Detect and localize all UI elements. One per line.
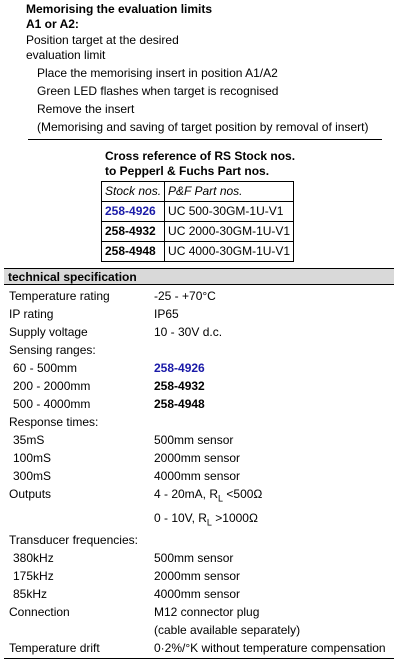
spec-label: IP rating: [9, 307, 54, 321]
spec-label: Transducer frequencies:: [9, 533, 138, 547]
output-text: 0 - 10V, R: [154, 511, 207, 525]
response-sensor: 500mm sensor: [154, 433, 234, 447]
spec-label: Supply voltage: [9, 325, 88, 339]
sensing-range: 200 - 2000mm: [13, 379, 91, 393]
sensing-stock: 258-4932: [154, 379, 205, 393]
crossref-title: Cross reference of RS Stock nos.: [105, 149, 296, 163]
output-text: >1000Ω: [211, 511, 258, 525]
spec-heading: technical specification: [4, 268, 394, 285]
response-sensor: 2000mm sensor: [154, 451, 241, 465]
part-number: UC 4000-30GM-1U-V1: [165, 242, 294, 262]
spec-value: -25 - +70°C: [154, 289, 216, 303]
frequency: 85kHz: [13, 587, 48, 601]
memorising-step: (Memorising and saving of target position by removal of insert): [37, 120, 369, 134]
table-header-cell: P&F Part nos.: [165, 182, 294, 202]
frequency-sensor: 2000mm sensor: [154, 569, 241, 583]
stock-number: 258-4948: [102, 242, 165, 262]
spec-label: Response times:: [9, 415, 99, 429]
response-time: 300mS: [13, 469, 52, 483]
table-row: [102, 202, 294, 222]
stock-number: 258-4926: [102, 202, 165, 222]
stock-number: 258-4932: [102, 222, 165, 242]
table-header-cell: Stock nos.: [102, 182, 165, 202]
response-time: 35mS: [13, 433, 45, 447]
part-number: UC 500-30GM-1U-V1: [165, 202, 294, 222]
spec-note: (cable available separately): [154, 623, 301, 637]
output-text: 4 - 20mA, R: [154, 487, 219, 501]
sensing-range: 60 - 500mm: [13, 361, 78, 375]
frequency: 175kHz: [13, 569, 54, 583]
spec-label: Outputs: [9, 487, 52, 501]
crossref-table: [101, 181, 294, 262]
output-text: <500Ω: [223, 487, 263, 501]
spec-value: 0·2%/°K without temperature compensation: [154, 641, 386, 655]
part-number: UC 2000-30GM-1U-V1: [165, 222, 294, 242]
memorising-subtitle: A1 or A2:: [26, 17, 79, 31]
frequency-sensor: 500mm sensor: [154, 551, 234, 565]
table-row: [102, 242, 294, 262]
frequency-sensor: 4000mm sensor: [154, 587, 241, 601]
divider: [4, 658, 394, 659]
table-row: [102, 222, 294, 242]
sensing-range: 500 - 4000mm: [13, 397, 91, 411]
divider: [28, 139, 382, 140]
spec-value: M12 connector plug: [154, 605, 260, 619]
memorising-line1: Position target at the desired: [26, 33, 179, 47]
memorising-step: Green LED flashes when target is recognised: [37, 84, 279, 98]
response-sensor: 4000mm sensor: [154, 469, 241, 483]
spec-value: IP65: [154, 307, 179, 321]
table-header-row: [102, 182, 294, 202]
response-time: 100mS: [13, 451, 52, 465]
memorising-step: Place the memorising insert in position A1/A2: [37, 66, 278, 80]
frequency: 380kHz: [13, 551, 54, 565]
sensing-stock: 258-4948: [154, 397, 205, 411]
memorising-step: Remove the insert: [37, 102, 135, 116]
memorising-line2: evaluation limit: [26, 48, 106, 62]
spec-label: Sensing ranges:: [9, 343, 96, 357]
spec-label: Connection: [9, 605, 70, 619]
memorising-title: Memorising the evaluation limits: [26, 2, 213, 16]
output-voltage: [154, 509, 258, 527]
spec-value: 10 - 30V d.c.: [154, 325, 223, 339]
spec-label: Temperature rating: [9, 289, 110, 303]
output-subscript: L: [218, 493, 224, 504]
spec-label: Temperature drift: [9, 641, 100, 655]
output-subscript: L: [206, 517, 212, 528]
sensing-stock: 258-4926: [154, 361, 205, 375]
output-current: [154, 485, 262, 503]
crossref-title: to Pepperl & Fuchs Part nos.: [105, 164, 270, 178]
